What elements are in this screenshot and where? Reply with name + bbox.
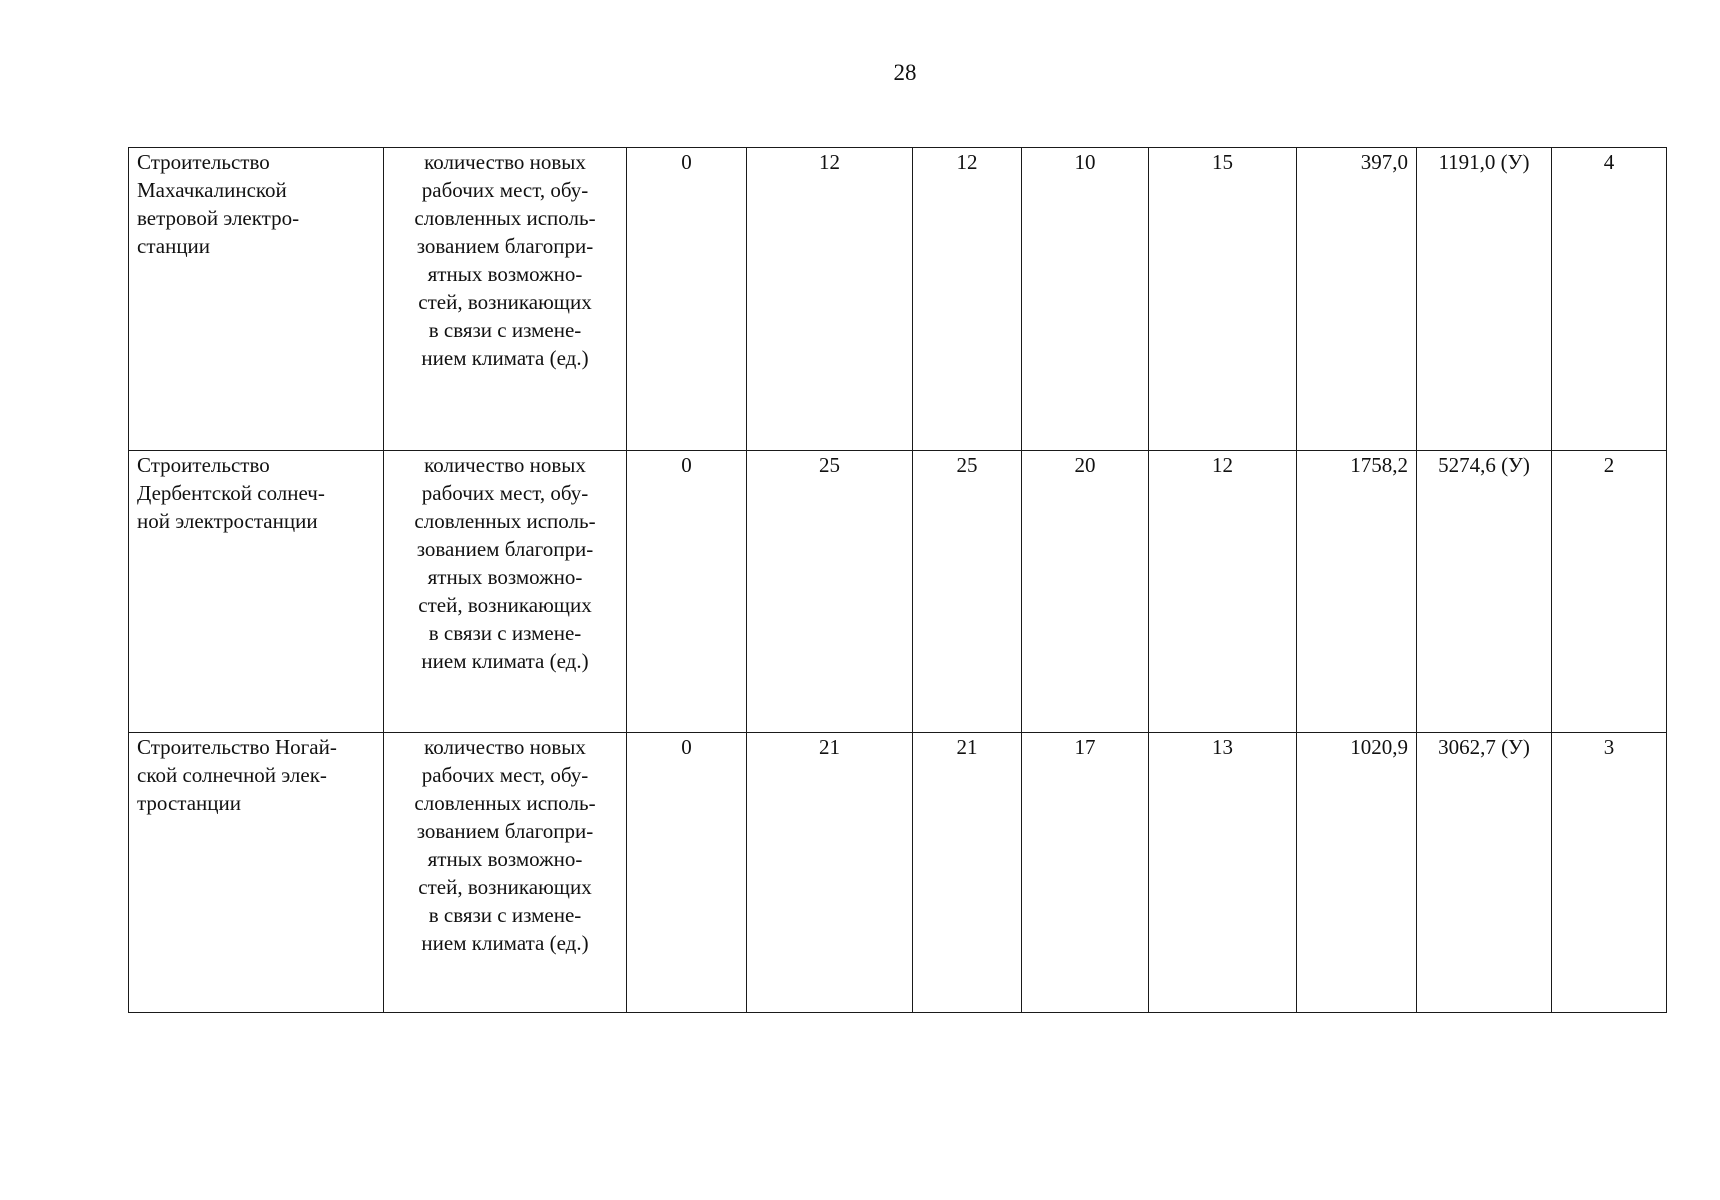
indicator-line: зованием благопри-	[416, 234, 594, 258]
value-cell: 397,0	[1297, 148, 1417, 451]
project-name-line: Строительство	[137, 150, 270, 174]
indicator-line: ятных возможно-	[427, 565, 583, 589]
indicator-line: в связи с измене-	[428, 621, 582, 645]
value-cell: 5274,6 (У)	[1417, 451, 1552, 733]
value-cell: 12	[1149, 451, 1297, 733]
page-number: 28	[893, 60, 917, 85]
value-cell: 0	[627, 733, 747, 1013]
project-name-line: ской солнечной элек-	[137, 763, 327, 787]
rank-cell: 2	[1552, 451, 1667, 733]
indicator-line: зованием благопри-	[416, 819, 594, 843]
indicator-line: количество новых	[424, 735, 586, 759]
indicator-line: ятных возможно-	[427, 262, 583, 286]
project-name-line: Дербентской солнеч-	[137, 481, 325, 505]
indicator-line: рабочих мест, обу-	[421, 763, 589, 787]
indicator-line: стей, возникающих	[418, 290, 592, 314]
indicator-line: словленных исполь-	[414, 206, 596, 230]
value-cell: 3062,7 (У)	[1417, 733, 1552, 1013]
value-cell: 17	[1022, 733, 1149, 1013]
project-name-line: тростанции	[137, 791, 241, 815]
project-name-cell	[129, 733, 384, 1013]
indicator-cell	[384, 733, 627, 1013]
project-name-line: Строительство	[137, 453, 270, 477]
value-cell: 12	[747, 148, 913, 451]
value-cell: 15	[1149, 148, 1297, 451]
indicator-line: нием климата (ед.)	[421, 931, 589, 955]
indicator-cell	[384, 451, 627, 733]
value-cell: 1758,2	[1297, 451, 1417, 733]
value-cell: 0	[627, 148, 747, 451]
value-cell: 12	[913, 148, 1022, 451]
project-name-cell	[129, 451, 384, 733]
indicator-line: нием климата (ед.)	[421, 649, 589, 673]
value-cell: 25	[913, 451, 1022, 733]
value-cell: 1191,0 (У)	[1417, 148, 1552, 451]
value-cell: 25	[747, 451, 913, 733]
indicator-line: нием климата (ед.)	[421, 346, 589, 370]
indicator-line: в связи с измене-	[428, 903, 582, 927]
value-cell: 1020,9	[1297, 733, 1417, 1013]
indicator-line: рабочих мест, обу-	[421, 178, 589, 202]
table-row	[129, 148, 1667, 451]
indicator-line: стей, возникающих	[418, 593, 592, 617]
project-name-line: Махачкалинской	[137, 178, 287, 202]
value-cell: 20	[1022, 451, 1149, 733]
indicator-line: словленных исполь-	[414, 509, 596, 533]
project-name-line: ветровой электро-	[137, 206, 300, 230]
value-cell: 21	[747, 733, 913, 1013]
indicator-line: зованием благопри-	[416, 537, 594, 561]
value-cell: 13	[1149, 733, 1297, 1013]
indicator-line: ятных возможно-	[427, 847, 583, 871]
rank-cell: 4	[1552, 148, 1667, 451]
indicator-line: количество новых	[424, 150, 586, 174]
value-cell: 0	[627, 451, 747, 733]
table-row	[129, 451, 1667, 733]
data-table	[128, 147, 1667, 1013]
value-cell: 21	[913, 733, 1022, 1013]
indicator-line: стей, возникающих	[418, 875, 592, 899]
indicator-line: словленных исполь-	[414, 791, 596, 815]
indicator-line: количество новых	[424, 453, 586, 477]
project-name-line: станции	[137, 234, 211, 258]
indicator-cell	[384, 148, 627, 451]
project-name-line: Строительство Ногай-	[137, 735, 337, 759]
table-row	[129, 733, 1667, 1013]
value-cell: 10	[1022, 148, 1149, 451]
indicator-line: в связи с измене-	[428, 318, 582, 342]
project-name-line: ной электростанции	[137, 509, 318, 533]
project-name-cell	[129, 148, 384, 451]
indicator-line: рабочих мест, обу-	[421, 481, 589, 505]
rank-cell: 3	[1552, 733, 1667, 1013]
